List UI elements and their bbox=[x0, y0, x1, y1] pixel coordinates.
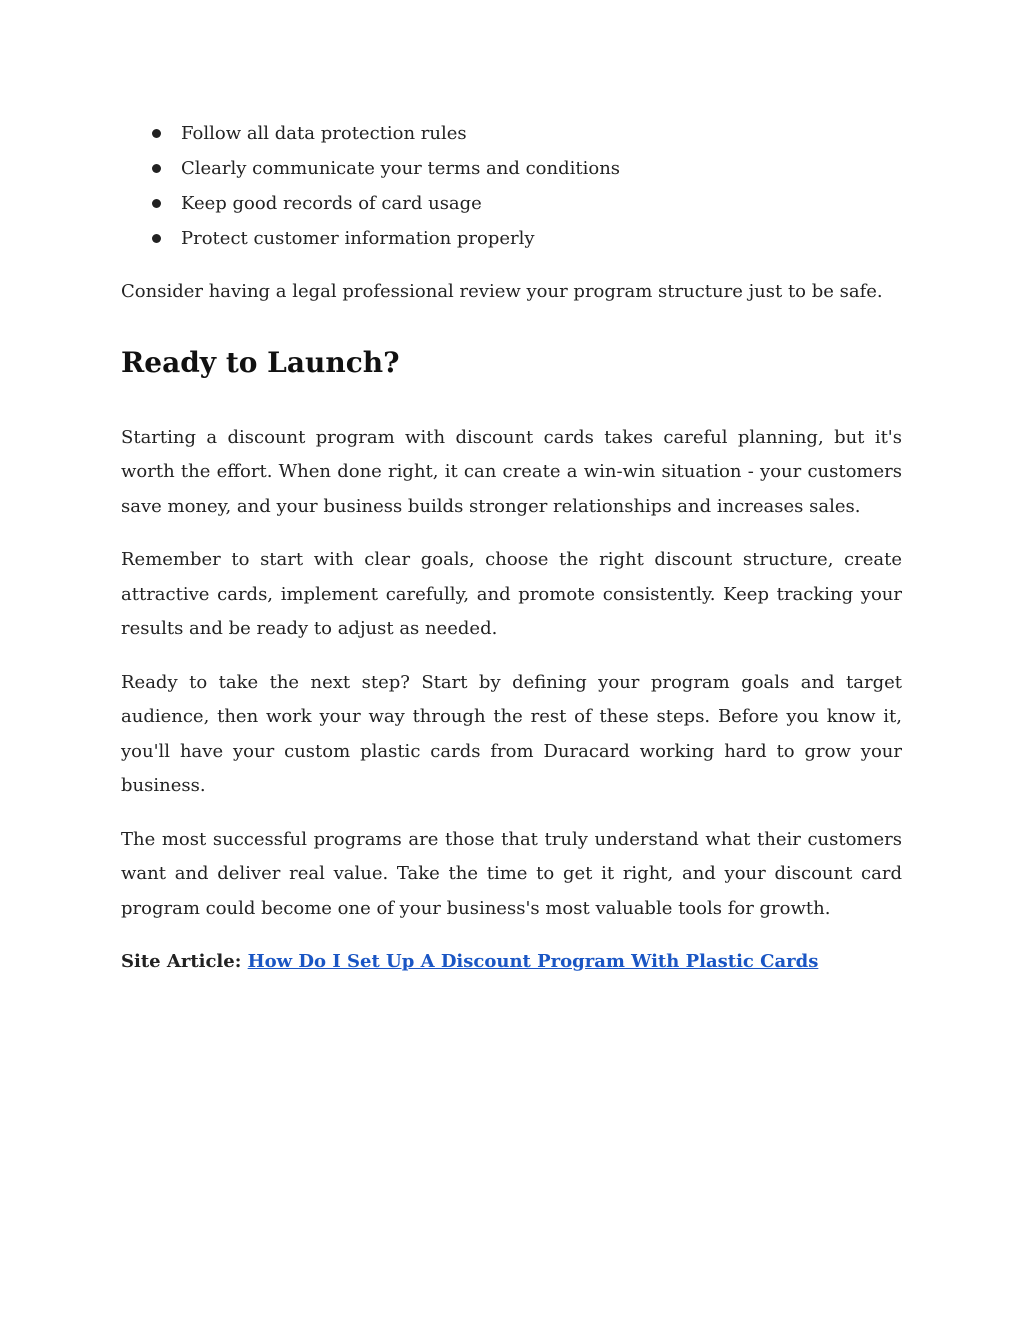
bullet-text: Keep good records of card usage bbox=[181, 193, 482, 214]
site-article-link[interactable]: How Do I Set Up A Discount Program With Plastic Cards bbox=[247, 951, 819, 972]
legal-review-paragraph: Consider having a legal professional review your program structure just to be safe. bbox=[121, 281, 883, 302]
bullet-item bbox=[121, 116, 902, 151]
bullet-item bbox=[121, 221, 902, 256]
compliance-bullet-list bbox=[121, 116, 902, 256]
body-paragraph: Remember to start with clear goals, choose the right discount structure, create attractive cards, implement carefully, and promote consistently. Keep tracking your results and be ready to adjust as needed. bbox=[121, 549, 902, 639]
body-paragraph: Ready to take the next step? Start by defining your program goals and target audience, then work your way through the rest of these steps. Before you know it, you'll have your custom plastic cards from Duracard working hard to grow your business. bbox=[121, 671, 902, 796]
document-page bbox=[121, 116, 902, 979]
site-article-line bbox=[121, 945, 902, 979]
bullet-dot-icon bbox=[152, 199, 161, 208]
body-paragraph: Starting a discount program with discount cards takes careful planning, but it's worth the effort. When done right, it can create a win-win situation - your customers save money, and your business builds stronger relationships and increases sales. bbox=[121, 426, 902, 517]
bullet-text: Clearly communicate your terms and conditions bbox=[181, 158, 621, 179]
bullet-dot-icon bbox=[152, 234, 161, 243]
site-article-label: Site Article: bbox=[121, 951, 242, 972]
bullet-item bbox=[121, 186, 902, 221]
bullet-text: Protect customer information properly bbox=[181, 228, 535, 249]
bullet-item bbox=[121, 151, 902, 186]
body-paragraph: The most successful programs are those that truly understand what their customers want and deliver real value. Take the time to get it right, and your discount card program could become one of your business's most valuable tools for growth. bbox=[121, 828, 902, 919]
section-heading: Ready to Launch? bbox=[121, 345, 400, 379]
bullet-dot-icon bbox=[152, 129, 161, 138]
bullet-dot-icon bbox=[152, 164, 161, 173]
bullet-text: Follow all data protection rules bbox=[181, 123, 467, 144]
